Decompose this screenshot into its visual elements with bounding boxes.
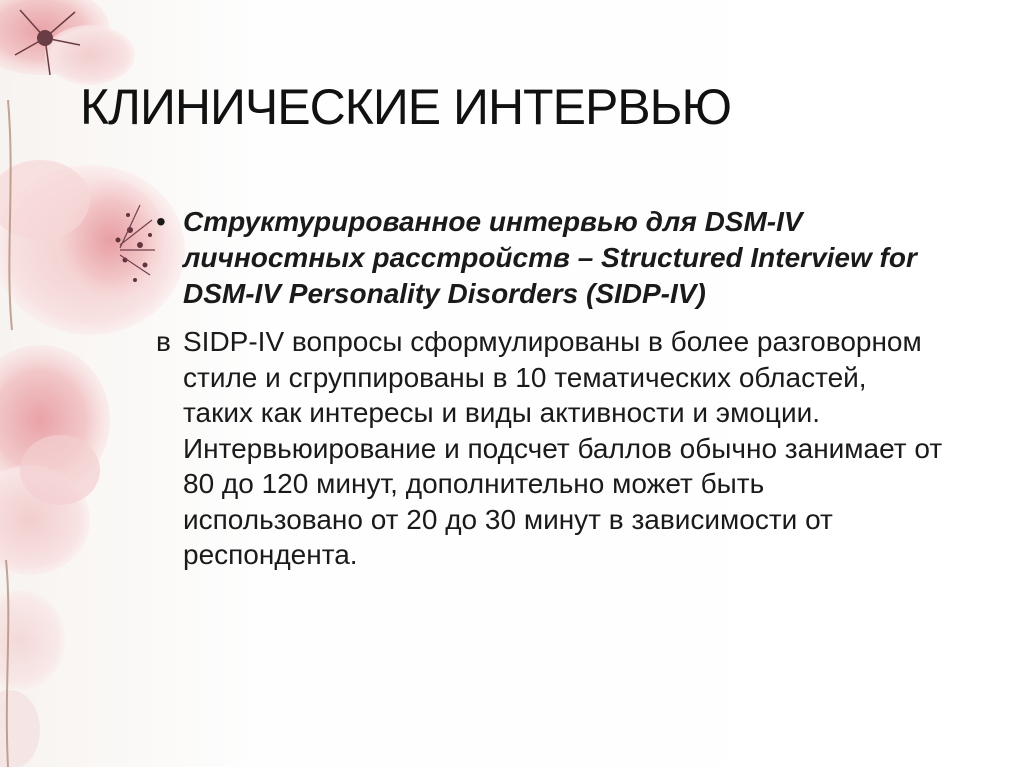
paragraph-marker: в bbox=[156, 326, 171, 357]
paragraph-text: SIDP-IV вопросы сформулированы в более разговорном стиле и сгруппированы в 10 тематических областей, таких как интересы и виды активности и эмоции. Интервьюирование и подсчет баллов обычно занимает от 80 до 120 минут, дополнительно может быть использовано от 20 до 30 минут в зависимости от респондента. bbox=[183, 326, 943, 570]
slide-content bbox=[156, 204, 956, 573]
page-title: КЛИНИЧЕСКИЕ ИНТЕРВЬЮ bbox=[80, 79, 731, 135]
bullet-marker: • bbox=[156, 206, 166, 237]
paragraph-item bbox=[156, 324, 943, 573]
bullet-item bbox=[156, 204, 943, 312]
bullet-text: Структурированное интервью для DSM-IV личностных расстройств – Structured Interview for DSM-IV Personality Disorders (SIDP-IV) bbox=[183, 206, 917, 309]
